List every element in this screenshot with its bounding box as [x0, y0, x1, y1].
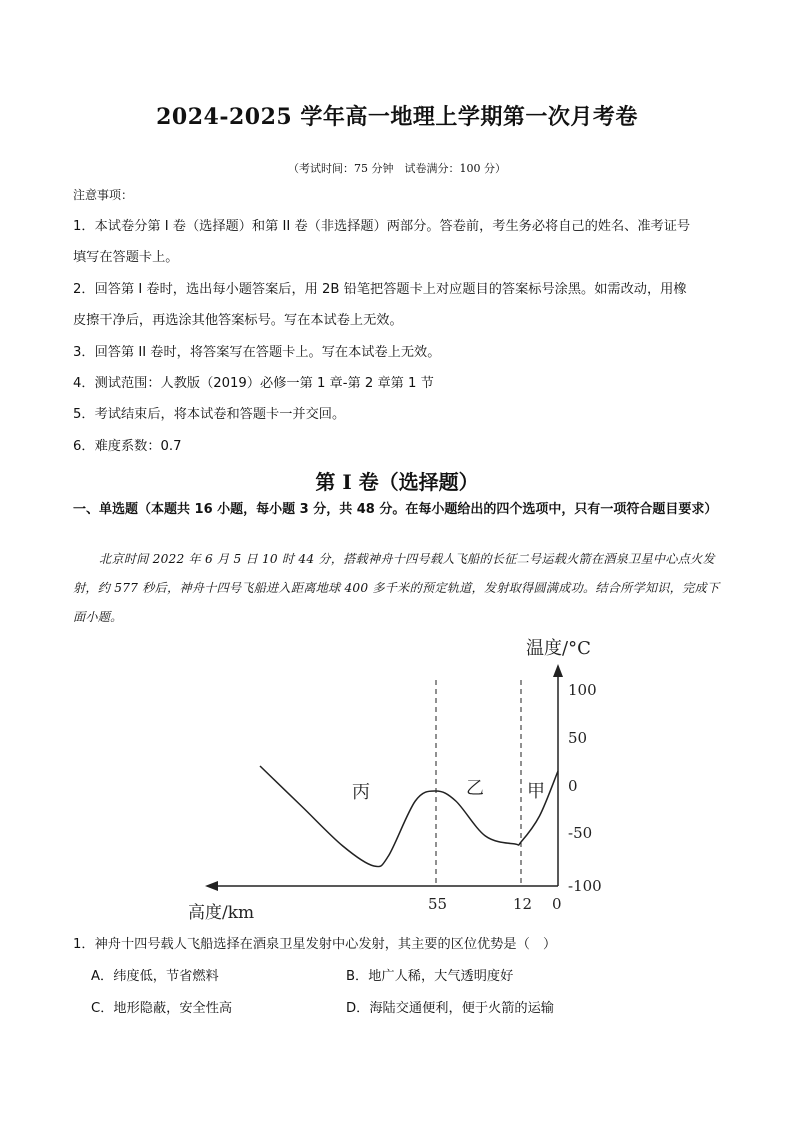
- y-tick-50: 50: [568, 729, 588, 747]
- notice-item-5: 5．考试结束后，将本试卷和答题卡一并交回。: [73, 407, 346, 422]
- notice-item-2-cont: 皮擦干净后，再选涂其他答案标号。写在本试卷上无效。: [73, 313, 403, 328]
- notice-item-6: 6．难度系数：0.7: [73, 439, 182, 454]
- layer-label-jia: 甲: [527, 781, 545, 802]
- question-1-option-d[interactable]: D．海陆交通便利，便于火箭的运输: [346, 1001, 554, 1016]
- notice-item-1: 1．本试卷分第 I 卷（选择题）和第 II 卷（非选择题）两部分。答卷前，考生务必将自己的姓名、准考证号: [73, 219, 691, 234]
- section-title: 第 I 卷（选择题）: [315, 470, 479, 494]
- x-tick-55: 55: [428, 895, 448, 913]
- layer-label-bing: 丙: [352, 782, 370, 803]
- x-tick-12: 12: [513, 895, 533, 913]
- question-1-option-a[interactable]: A．纬度低，节省燃料: [91, 969, 219, 984]
- exam-info: （考试时间：75 分钟 试卷满分：100 分）: [288, 162, 506, 175]
- temperature-height-chart: [180, 630, 620, 925]
- temperature-curve: [260, 766, 558, 867]
- y-tick-100: 100: [568, 681, 597, 699]
- x-axis-title: 高度/km: [188, 903, 255, 923]
- question-1-option-b[interactable]: B．地广人稀，大气透明度好: [346, 969, 514, 984]
- y-tick-0: 0: [568, 777, 578, 795]
- notice-item-2: 2．回答第 I 卷时，选出每小题答案后，用 2B 铅笔把答题卡上对应题目的答案标号涂黑。如需改动，用橡: [73, 282, 687, 297]
- notice-item-1-cont: 填写在答题卡上。: [73, 250, 179, 265]
- notice-item-3: 3．回答第 II 卷时，将答案写在答题卡上。写在本试卷上无效。: [73, 345, 441, 360]
- part-heading: 一、单选题（本题共 16 小题，每小题 3 分，共 48 分。在每小题给出的四个选项中，只有一项符合题目要求）: [73, 502, 718, 517]
- y-axis-title: 温度/°C: [526, 638, 591, 659]
- x-axis-arrow: [205, 881, 218, 891]
- page-title: 2024-2025 学年高一地理上学期第一次月考卷: [156, 104, 638, 130]
- notice-heading: 注意事项：: [73, 188, 134, 202]
- notice-item-4: 4．测试范围：人教版（2019）必修一第 1 章-第 2 章第 1 节: [73, 376, 434, 391]
- y-tick-minus-100: -100: [568, 877, 602, 895]
- y-tick-minus-50: -50: [568, 824, 593, 842]
- question-1-option-c[interactable]: C．地形隐蔽，安全性高: [91, 1001, 233, 1016]
- y-axis-arrow: [553, 664, 563, 677]
- layer-label-yi: 乙: [466, 778, 484, 799]
- x-tick-0: 0: [552, 895, 562, 913]
- question-1-stem: 1．神舟十四号载人飞船选择在酒泉卫星发射中心发射，其主要的区位优势是（ ）: [73, 937, 557, 952]
- reading-passage: 北京时间 2022 年 6 月 5 日 10 时 44 分，搭载神舟十四号载人飞船的长征二号运载火箭在酒泉卫星中心点火发射，约 577 秒后，神舟十四号飞船进入距离地球 400 多千米的预定轨道，发射取得圆满成功。结合所学知识，完成下面小题。: [73, 552, 720, 624]
